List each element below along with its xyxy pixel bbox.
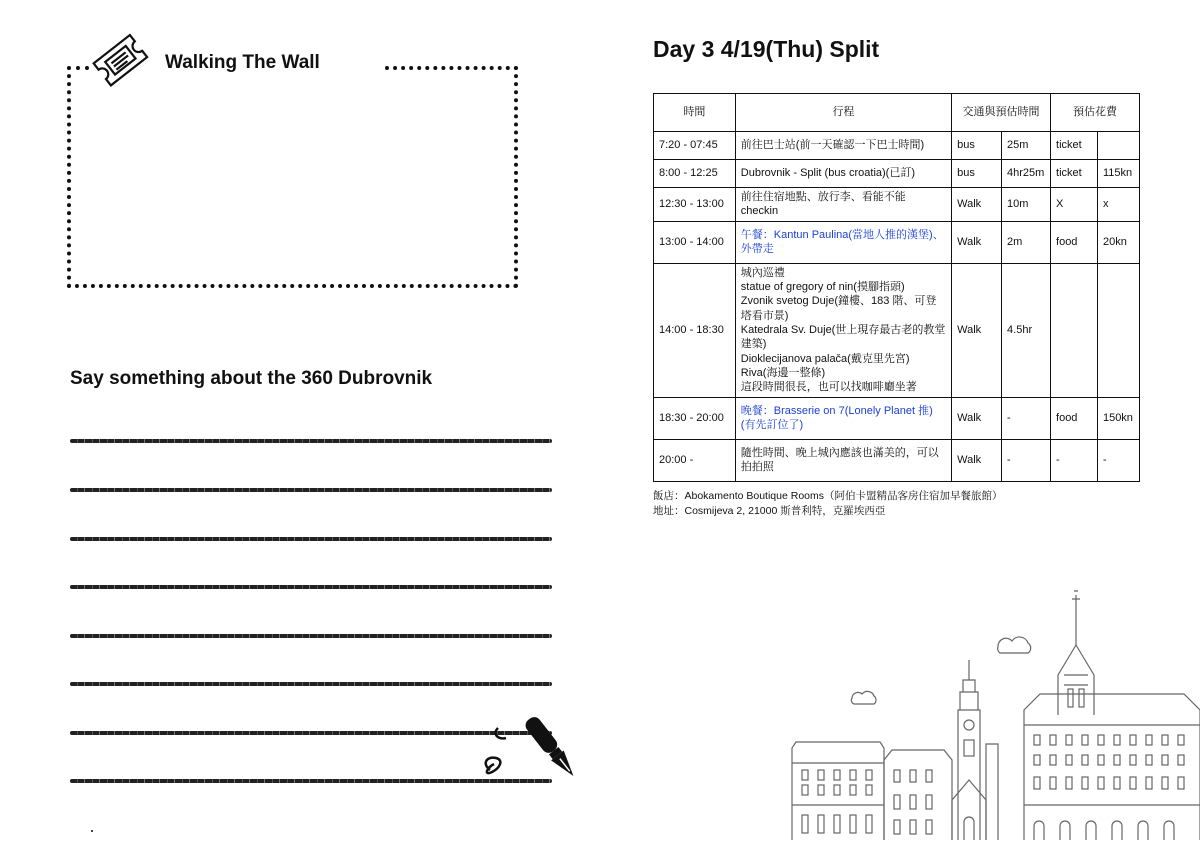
day-title: Day 3 4/19(Thu) Split [653, 36, 880, 62]
table-row [654, 397, 1140, 439]
row-time: 20:00 - [654, 439, 736, 481]
row-cost: 150kn [1097, 397, 1139, 439]
row-time: 12:30 - 13:00 [654, 188, 736, 222]
photo-frame [67, 66, 518, 288]
table-row [654, 188, 1140, 222]
fountain-pen-icon [480, 708, 590, 788]
row-activity: 前往巴士站(前一天確認一下巴士時間) [735, 132, 951, 160]
hotel-info [653, 489, 1003, 519]
row-activity: 前往住宿地點、放行李、看能不能 checkin [735, 188, 951, 222]
row-time: 13:00 - 14:00 [654, 221, 736, 263]
writing-line [70, 537, 552, 541]
writing-line [70, 488, 552, 492]
table-header-row [654, 94, 1140, 132]
row-item: - [1051, 439, 1098, 481]
photo-frame-top-edge [385, 66, 518, 70]
header-transport: 交通與預估時間 [952, 94, 1051, 132]
writing-line [70, 439, 552, 443]
row-duration: 4.5hr [1002, 263, 1051, 397]
table-row [654, 263, 1140, 397]
row-activity-tour [735, 263, 951, 397]
row-duration: - [1002, 397, 1051, 439]
table-row [654, 160, 1140, 188]
tour-line: Dioklecijanova palača(戴克里先宮) [740, 352, 910, 365]
row-time: 14:00 - 18:30 [654, 263, 736, 397]
row-item: ticket [1051, 132, 1098, 160]
hotel-line: 飯店：Abokamento Boutique Rooms（阿伯卡盟精品客房住宿加早餐旅館） [653, 490, 1003, 502]
tour-line: 這段時間很長，也可以找咖啡廳坐著 [740, 381, 917, 394]
row-duration: 10m [1002, 188, 1051, 222]
row-mode: Walk [952, 221, 1002, 263]
table-row [654, 132, 1140, 160]
stray-dot [91, 830, 93, 832]
row-duration: 25m [1002, 132, 1051, 160]
writing-line [70, 682, 552, 686]
table-row [654, 439, 1140, 481]
row-cost [1097, 263, 1139, 397]
say-something-title: Say something about the 360 Dubrovnik [70, 368, 433, 389]
header-activity: 行程 [735, 94, 951, 132]
row-mode: Walk [952, 439, 1002, 481]
table-row [654, 221, 1140, 263]
row-mode: Walk [952, 263, 1002, 397]
row-item [1051, 263, 1098, 397]
row-activity: 隨性時間、晚上城內應該也滿美的，可以拍拍照 [735, 439, 951, 481]
row-cost [1097, 132, 1139, 160]
row-duration: - [1002, 439, 1051, 481]
tour-line: Katedrala Sv. Duje(世上現存最古老的教堂建築) [740, 323, 946, 351]
tour-line: Riva(海邊一整條) [740, 366, 826, 379]
row-cost: - [1097, 439, 1139, 481]
tour-line: Zvonik svetog Duje(鐘樓、183 階、可登塔看市景) [740, 295, 937, 322]
row-activity: Dubrovnik - Split (bus croatia)(已訂) [735, 160, 951, 188]
writing-line [70, 634, 552, 638]
row-mode: Walk [952, 188, 1002, 222]
row-duration: 2m [1002, 221, 1051, 263]
row-cost: 20kn [1097, 221, 1139, 263]
row-time: 18:30 - 20:00 [654, 397, 736, 439]
row-mode: bus [952, 132, 1002, 160]
writing-line [70, 585, 552, 589]
row-item: ticket [1051, 160, 1098, 188]
row-cost: x [1097, 188, 1139, 222]
row-activity-dinner: 晚餐：Brasserie on 7(Lonely Planet 推)(有先訂位了) [735, 397, 951, 439]
row-cost: 115kn [1097, 160, 1139, 188]
photo-frame-top-left-edge [67, 66, 89, 70]
schedule-table [653, 93, 1140, 482]
row-time: 8:00 - 12:25 [654, 160, 736, 188]
tour-line: statue of gregory of nin(摸腳指頭) [740, 281, 905, 294]
header-cost: 預估花費 [1051, 94, 1140, 132]
header-time: 時間 [654, 94, 736, 132]
split-skyline-illustration [788, 585, 1200, 843]
row-mode: bus [952, 160, 1002, 188]
row-item: X [1051, 188, 1098, 222]
walking-the-wall-title: Walking The Wall [165, 52, 320, 73]
row-duration: 4hr25m [1002, 160, 1051, 188]
tour-line: 城內巡禮 [740, 266, 785, 279]
row-activity-lunch: 午餐：Kantun Paulina(當地人推的漢堡)、外帶走 [735, 221, 951, 263]
address-line: 地址：Cosmijeva 2, 21000 斯普利特，克羅埃西亞 [653, 505, 886, 517]
row-item: food [1051, 397, 1098, 439]
row-mode: Walk [952, 397, 1002, 439]
row-time: 7:20 - 07:45 [654, 132, 736, 160]
row-item: food [1051, 221, 1098, 263]
